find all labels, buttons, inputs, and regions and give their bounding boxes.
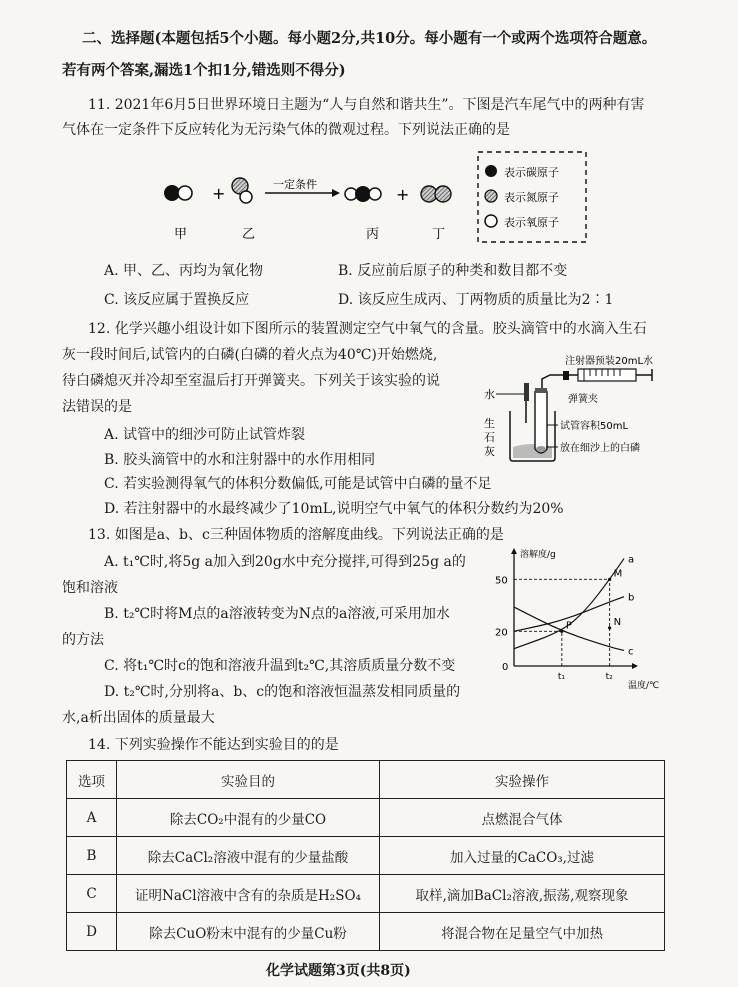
- lime-label-2: 石: [484, 431, 495, 444]
- dropper-bulb-icon: [524, 383, 529, 401]
- q14-table: [66, 760, 665, 951]
- row-label: B: [67, 837, 117, 875]
- nitrogen-atom: [435, 186, 451, 202]
- legend-oxygen-icon: [485, 215, 497, 227]
- row-operation: 加入过量的CaCO₃,过滤: [380, 837, 665, 875]
- q13-option-b-2: 的方法: [62, 632, 104, 648]
- row-purpose: 除去CO₂中混有的少量CO: [117, 799, 380, 837]
- y-axis-arrow: [511, 548, 517, 554]
- chart-point-P: [560, 630, 563, 633]
- arrow-head: [332, 189, 340, 197]
- q13-option-b-1: B. t₂℃时将M点的a溶液转变为N点的a溶液,可采用加水: [104, 606, 450, 622]
- lime-label-3: 灰: [484, 445, 495, 458]
- q12-stem-3: 待白磷熄灭并冷却至室温后打开弹簧夹。下列关于该实验的说: [62, 373, 440, 389]
- rubber-tube: [542, 375, 578, 391]
- legend-carbon: 表示碳原子: [504, 166, 559, 179]
- x-axis-label: 温度/℃: [628, 681, 660, 691]
- chart-point-M: [608, 578, 611, 581]
- row-purpose: 除去CaCl₂溶液中混有的少量盐酸: [117, 837, 380, 875]
- origin-label: 0: [502, 662, 509, 673]
- label-jia: 甲: [174, 227, 188, 242]
- q14-stem: 14. 下列实验操作不能达到实验目的的是: [88, 737, 339, 753]
- q12-stem-1: 12. 化学兴趣小组设计如下图所示的装置测定空气中氧气的含量。胶头滴管中的水滴入生石: [88, 321, 647, 337]
- reaction-condition: 一定条件: [273, 178, 317, 191]
- header-operation: 实验操作: [380, 761, 665, 799]
- lime-label-1: 生: [484, 417, 495, 430]
- q13-option-d-2: 水,a析出固体的质量最大: [62, 710, 215, 726]
- q13-stem: 13. 如图是a、b、c三种固体物质的溶解度曲线。下列说法正确的是: [88, 527, 504, 543]
- molecule-jia-co: [164, 185, 192, 201]
- series-label-c: c: [628, 646, 634, 658]
- series-line-a: [514, 559, 624, 649]
- q11-reaction-diagram: [150, 150, 590, 250]
- table-row: [67, 913, 665, 951]
- chart-point-label-P: P: [565, 620, 572, 632]
- syringe-label: 注射器预装20mL水: [565, 356, 654, 367]
- series-label-b: b: [628, 592, 635, 604]
- tube-volume-label: 试管容积50mL: [560, 421, 629, 432]
- molecule-bing-co2: [345, 186, 381, 202]
- q11-option-a: A. 甲、乙、丙均为氧化物: [104, 263, 264, 279]
- row-operation: 取样,滴加BaCl₂溶液,振荡,观察现象: [380, 875, 665, 913]
- row-label: A: [67, 799, 117, 837]
- plus-sign-2: +: [396, 185, 410, 204]
- phosphorus-label: 放在细沙上的白磷: [560, 443, 640, 454]
- q13-option-a-2: 饱和溶液: [62, 580, 118, 596]
- table-row: [67, 875, 665, 913]
- q12-stem-4: 法错误的是: [62, 399, 132, 415]
- row-operation: 将混合物在足量空气中加热: [380, 913, 665, 951]
- chart-point-label-N: N: [613, 616, 622, 628]
- row-purpose: 证明NaCl溶液中含有的杂质是H₂SO₄: [117, 875, 380, 913]
- x-axis-arrow: [632, 663, 638, 669]
- y-tick-label: 50: [495, 575, 508, 587]
- legend-nitrogen-icon: [485, 190, 497, 202]
- section-heading-2: 若有两个答案,漏选1个扣1分,错选则不得分): [62, 62, 346, 79]
- plus-sign-1: +: [212, 184, 226, 203]
- q13-option-d-1: D. t₂℃时,分别将a、b、c的饱和溶液恒温蒸发相同质量的: [104, 684, 461, 700]
- row-label: C: [67, 875, 117, 913]
- header-purpose: 实验目的: [117, 761, 380, 799]
- water-label: 水: [484, 388, 495, 401]
- sand-icon: [536, 446, 546, 452]
- section-heading: 二、选择题(本题包括5个小题。每小题2分,共10分。每小题有一个或两个选项符合题意。: [82, 30, 657, 47]
- table-row: [67, 799, 665, 837]
- q12-option-c: C. 若实验测得氧气的体积分数偏低,可能是试管中白磷的量不足: [104, 476, 492, 492]
- table-row: [67, 837, 665, 875]
- molecule-ding-n2: [421, 186, 451, 202]
- clip-label: 弹簧夹: [568, 394, 598, 405]
- chart-point-label-M: M: [613, 568, 623, 580]
- molecule-yi-no: [232, 178, 252, 203]
- test-tube-icon: [535, 391, 547, 453]
- q12-option-d: D. 若注射器中的水最终减少了10mL,说明空气中氧气的体积分数约为20%: [104, 501, 564, 517]
- row-operation: 点燃混合气体: [380, 799, 665, 837]
- syringe-icon: [578, 369, 636, 381]
- row-label: D: [67, 913, 117, 951]
- q11-option-b: B. 反应前后原子的种类和数目都不变: [338, 263, 568, 279]
- q12-apparatus: [480, 345, 705, 470]
- oxygen-atom: [178, 186, 192, 200]
- table-header-row: [67, 761, 665, 799]
- x-tick-label: t₂: [605, 672, 613, 682]
- x-tick-label: t₁: [557, 672, 565, 682]
- solubility-chart: [490, 545, 665, 695]
- y-axis-label: 溶解度/g: [520, 550, 556, 560]
- legend-oxygen: 表示氧原子: [504, 216, 559, 229]
- q12-stem-2: 灰一段时间后,试管内的白磷(白磷的着火点为40℃)开始燃烧,: [62, 347, 438, 363]
- q11-option-c: C. 该反应属于置换反应: [104, 292, 250, 308]
- series-label-a: a: [628, 554, 635, 566]
- header-option: 选项: [67, 761, 117, 799]
- label-bing: 丙: [366, 227, 380, 242]
- label-yi: 乙: [242, 227, 256, 242]
- y-tick-label: 20: [495, 627, 508, 639]
- clip-icon: [563, 371, 569, 380]
- q13-option-a-1: A. t₁℃时,将5g a加入到20g水中充分搅拌,可得到25g a的: [104, 554, 466, 570]
- label-ding: 丁: [432, 227, 446, 242]
- legend-carbon-icon: [485, 165, 497, 177]
- q12-option-b: B. 胶头滴管中的水和注射器中的水作用相同: [104, 452, 376, 468]
- q11-stem-1: 11. 2021年6月5日世界环境日主题为“人与自然和谐共生”。下图是汽车尾气中的两种有害: [88, 97, 645, 113]
- q11-option-d: D. 该反应生成丙、丁两物质的质量比为2∶1: [338, 292, 614, 308]
- q13-option-c: C. 将t₁℃时c的饱和溶液升温到t₂℃,其溶质质量分数不变: [104, 658, 456, 674]
- q12-option-a: A. 试管中的细沙可防止试管炸裂: [104, 427, 306, 443]
- page-footer: 化学试题第3页(共8页): [266, 963, 411, 979]
- row-purpose: 除去CuO粉末中混有的少量Cu粉: [117, 913, 380, 951]
- oxygen-atom: [369, 188, 381, 200]
- q11-stem-2: 气体在一定条件下反应转化为无污染气体的微观过程。下列说法正确的是: [62, 122, 510, 138]
- chart-point-N: [608, 626, 611, 629]
- legend-nitrogen: 表示氮原子: [504, 191, 559, 204]
- oxygen-atom: [240, 191, 252, 203]
